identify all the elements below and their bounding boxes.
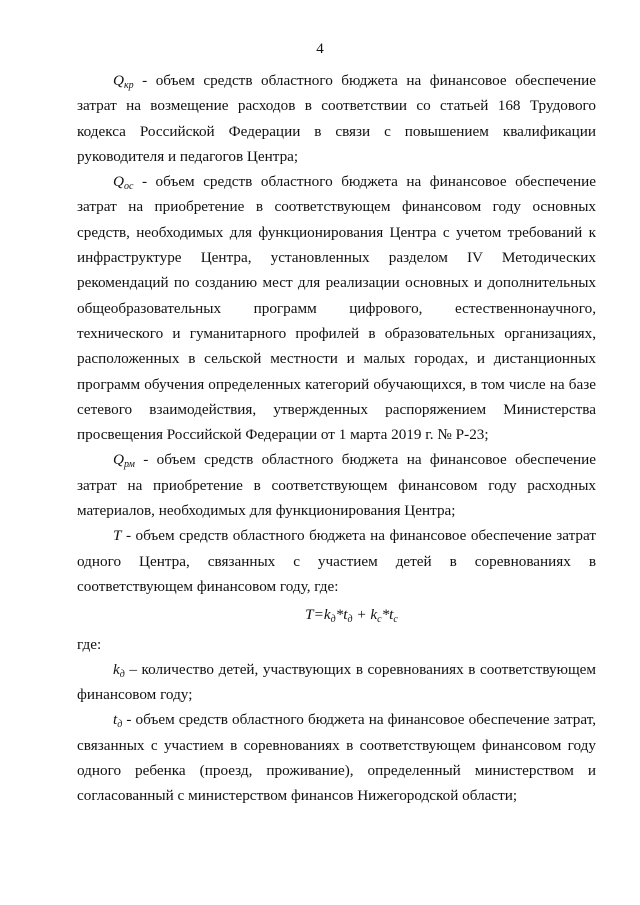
paragraph-text: - объем средств областного бюджета на финансовое обеспечение затрат на возмещение расходов в соответствии со статьей 168 Трудового кодекса Российской Федерации в связи с повышением квалификации руководителя и педагогов Центра; bbox=[77, 72, 596, 165]
symbol: $Q_{рм}$ bbox=[113, 451, 135, 471]
symbol: $Q_{кр}$ bbox=[113, 72, 134, 91]
symbol: $k_д$ bbox=[113, 660, 125, 680]
paragraph-q-os bbox=[77, 169, 596, 447]
definition-text: – количество детей, участвующих в соревнованиях в соответствующем финансовом году; bbox=[77, 660, 596, 704]
document-body bbox=[77, 68, 596, 809]
symbol: T bbox=[113, 527, 122, 545]
paragraph-q-rm bbox=[77, 447, 596, 523]
paragraph-text: - объем средств областного бюджета на финансовое обеспечение затрат на приобретение в соответствующем финансовом году расходных материалов, необходимых для функционирования Центра; bbox=[77, 451, 596, 520]
definition-t-d bbox=[77, 707, 596, 808]
paragraph-q-kr bbox=[77, 68, 596, 169]
where-label: где: bbox=[77, 635, 102, 653]
formula: $T=k_д*t_д + k_с*t_с$ bbox=[305, 606, 398, 626]
paragraph-text: - объем средств областного бюджета на финансовое обеспечение затрат на приобретение в соответствующем финансовом году основных средств, необходимых для функционирования Центра с учетом требований к инфраструктуре Центра, установленных разделом IV Методических рекомендаций по созданию мест для реализации основных и дополнительных общеобразовательных программ цифрового, естественнонаучного, технического и гуманитарного профилей в образовательных организациях, расположенных в сельской местности и малых городах, и дистанционных программ обучения определенных категорий обучающихся, в том числе на базе сетевого взаимодействия, утвержденных распоряжением Министерства просвещения Российской Федерации от 1 марта 2019 г. № Р-23; bbox=[77, 173, 596, 444]
symbol: $Q_{ос}$ bbox=[113, 173, 134, 193]
definition-k-d bbox=[77, 657, 596, 708]
symbol: $t_д$ bbox=[113, 711, 123, 731]
definition-text: - объем средств областного бюджета на финансовое обеспечение затрат, связанных с участием в соревнованиях в соответствующем финансовом году одного ребенка (проезд, проживание), определенный министерством и согласованный с министерством финансов Нижегородской области; bbox=[77, 711, 596, 805]
paragraph-text: - объем средств областного бюджета на финансовое обеспечение затрат одного Центра, связанных с участием детей в соревнованиях в соответствующем финансовом году, где: bbox=[77, 527, 596, 595]
page-number: 4 bbox=[316, 41, 324, 57]
paragraph-t bbox=[77, 523, 596, 599]
